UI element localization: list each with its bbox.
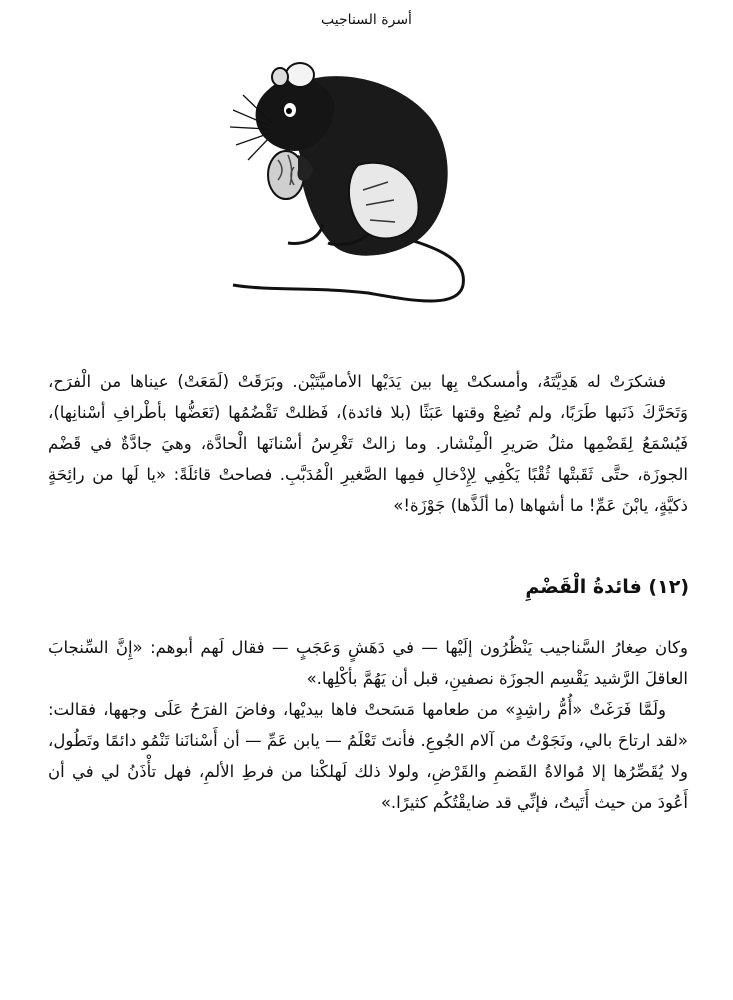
- body-paragraph: ولَمَّا فَرَغَتْ «أُمُّ راشِدٍ» من طعامها مَسَحتْ فاها بيديْها، وفاضَ الفرَحُ عَلَى وجهها، فقالت: «لقد ارتاحَ بالي، ونَجَوْتُ من آلام الجُوعِ. فأنتَ تَعْلَمُ — يابن عَمِّ — أن أَسْنانَنا تَنْمُو دائمًا وتَطُول، ولا يُقَصِّرُها إلا مُوالاةُ القَضمِ والقَرْضِ، ولولا ذلك لَهلكْنا من فرطِ الألمِ، فهل تأْذَنُ لي في أن أَعُودَ من حيث أَتَيتُ، فإنِّي قد ضايقْتُكُم كثيرًا.»: [48, 700, 688, 812]
- rat-drawing: [228, 55, 478, 330]
- body-paragraph: فشكرَتْ له هَدِيَّتَهُ، وأمسكتْ بِها بين يَدَيْها الأماميَّتَيْن. وبَرَقَتْ (لَمَعَتْ) عيناها من الْفرَح، وَتَحَرَّكَ ذَنَبها طَرَبًا، ولم تُضِعْ وقتها عَبَثًا (بلا فائدة)، فَظلتْ تَقْضُمُها (تَعَضُّها بأطْرافِ أسْنانِها)، فَيُسْمَعُ لِقَضْمِها مثلُ صَريرِ الْمِنْشار. وما زالتْ تَغْرِسُ أسْنانَها الْحادَّة، وهيَ جادَّةٌ في قَضْم الجوزَة، حتَّى ثَقَبتْها ثُقْبًا يَكْفِي لِإِدْخالِ فمِها الصَّغيرِ الْمُدَبَّبِ. فصاحتْ قائلَةً: «يا لَها من رائِحَةٍ ذكيَّةٍ، يابْنَ عَمِّ! ما أشهاها (ما ألَذَّها) جَوْزَة!»: [48, 372, 688, 515]
- page-header: أسرة السناجيب: [321, 12, 412, 28]
- rat-illustration: [228, 55, 478, 330]
- section-heading: (١٢) فائدةُ الْقَضْمِ: [525, 576, 689, 598]
- text-block-lower: [48, 632, 688, 818]
- body-paragraph: وكان صِغارُ السَّناجيب يَنْظُرُون إلَيْها — في دَهَشٍ وَعَجَبٍ — فقال لَهم أبوهم: «إِنَّ السِّنجابَ العاقلَ الرَّشيد يَقْسِم الجوزَة نصفينِ، قبل أن يَهُمَّ بأكْلِها.»: [48, 638, 688, 688]
- text-block-upper: [48, 366, 688, 521]
